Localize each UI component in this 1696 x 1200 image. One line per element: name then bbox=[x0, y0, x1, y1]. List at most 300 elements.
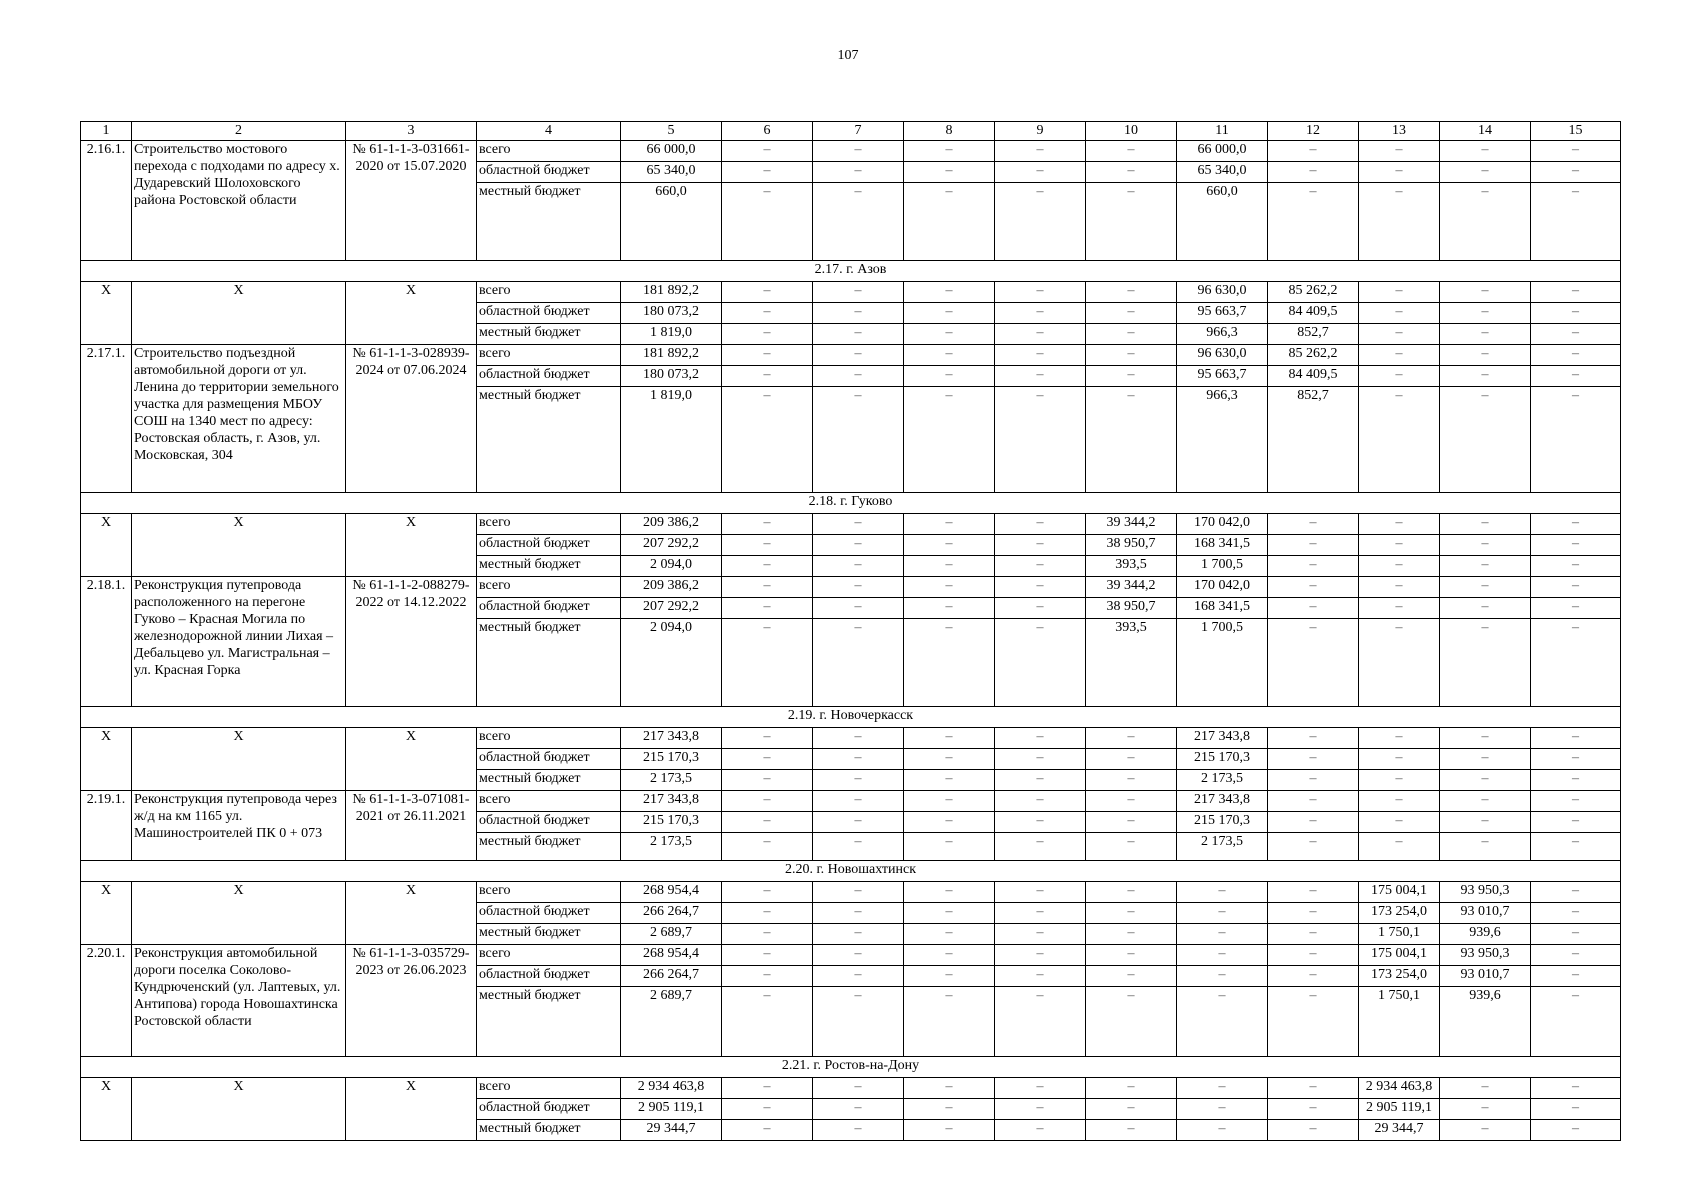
empty-value: – bbox=[1531, 141, 1621, 162]
funding-source: областной бюджет bbox=[477, 535, 621, 556]
object-name: Реконструкция автомобильной дороги поселка Соколово-Кундрюченский (ул. Лаптевых, ул. Антипова) города Новошахтинска Ростовской области bbox=[132, 945, 346, 1057]
empty-value: – bbox=[813, 812, 904, 833]
empty-value: – bbox=[1440, 141, 1531, 162]
row-number: 2.18.1. bbox=[81, 577, 132, 707]
empty-value: – bbox=[1359, 749, 1440, 770]
amount-value: 1 750,1 bbox=[1359, 924, 1440, 945]
empty-value: – bbox=[1440, 812, 1531, 833]
amount-value: 215 170,3 bbox=[621, 812, 722, 833]
empty-value: – bbox=[722, 770, 813, 791]
column-header: 2 bbox=[132, 122, 346, 141]
empty-value: – bbox=[995, 1120, 1086, 1141]
empty-value: – bbox=[904, 1120, 995, 1141]
empty-value: – bbox=[1440, 183, 1531, 261]
empty-value: – bbox=[1268, 987, 1359, 1057]
empty-value: – bbox=[1086, 1099, 1177, 1120]
amount-value: 170 042,0 bbox=[1177, 577, 1268, 598]
empty-value: – bbox=[813, 945, 904, 966]
empty-value: – bbox=[1177, 882, 1268, 903]
document-number: № 61-1-1-3-035729-2023 от 26.06.2023 bbox=[346, 945, 477, 1057]
empty-value: – bbox=[722, 282, 813, 303]
column-header: 4 bbox=[477, 122, 621, 141]
document-number: № 61-1-1-2-088279-2022 от 14.12.2022 bbox=[346, 577, 477, 707]
amount-value: 93 950,3 bbox=[1440, 945, 1531, 966]
empty-value: – bbox=[904, 1099, 995, 1120]
empty-value: – bbox=[1531, 833, 1621, 861]
empty-value: – bbox=[1177, 924, 1268, 945]
column-header: 13 bbox=[1359, 122, 1440, 141]
empty-value: – bbox=[722, 577, 813, 598]
empty-value: – bbox=[1086, 141, 1177, 162]
empty-value: – bbox=[1268, 749, 1359, 770]
empty-value: – bbox=[1531, 728, 1621, 749]
empty-value: – bbox=[1268, 945, 1359, 966]
empty-value: – bbox=[904, 903, 995, 924]
amount-value: 181 892,2 bbox=[621, 345, 722, 366]
empty-value: – bbox=[1440, 162, 1531, 183]
empty-value: – bbox=[1086, 366, 1177, 387]
table-row bbox=[81, 945, 1621, 966]
empty-value: – bbox=[1359, 387, 1440, 493]
empty-value: – bbox=[1531, 514, 1621, 535]
funding-source: всего bbox=[477, 514, 621, 535]
empty-value: – bbox=[904, 366, 995, 387]
empty-value: – bbox=[1440, 1078, 1531, 1099]
empty-value: – bbox=[904, 598, 995, 619]
empty-value: – bbox=[1086, 183, 1177, 261]
table-row bbox=[81, 791, 1621, 812]
empty-value: – bbox=[1531, 619, 1621, 707]
empty-value: – bbox=[1531, 1120, 1621, 1141]
empty-value: – bbox=[904, 535, 995, 556]
empty-value: – bbox=[1359, 324, 1440, 345]
empty-value: – bbox=[1359, 535, 1440, 556]
funding-source: местный бюджет bbox=[477, 556, 621, 577]
funding-source: всего bbox=[477, 728, 621, 749]
empty-value: – bbox=[1531, 282, 1621, 303]
amount-value: 966,3 bbox=[1177, 324, 1268, 345]
amount-value: 2 905 119,1 bbox=[1359, 1099, 1440, 1120]
empty-value: – bbox=[995, 945, 1086, 966]
object-name: Х bbox=[132, 514, 346, 577]
empty-value: – bbox=[722, 535, 813, 556]
empty-value: – bbox=[995, 183, 1086, 261]
amount-value: 268 954,4 bbox=[621, 882, 722, 903]
empty-value: – bbox=[1268, 812, 1359, 833]
empty-value: – bbox=[813, 791, 904, 812]
empty-value: – bbox=[1268, 183, 1359, 261]
empty-value: – bbox=[995, 514, 1086, 535]
amount-value: 1 700,5 bbox=[1177, 619, 1268, 707]
funding-source: местный бюджет bbox=[477, 183, 621, 261]
object-name: Реконструкция путепровода через ж/д на км 1165 ул. Машиностроителей ПК 0 + 073 bbox=[132, 791, 346, 861]
funding-source: местный бюджет bbox=[477, 619, 621, 707]
amount-value: 93 010,7 bbox=[1440, 903, 1531, 924]
document-number: Х bbox=[346, 882, 477, 945]
amount-value: 1 750,1 bbox=[1359, 987, 1440, 1057]
amount-value: 93 010,7 bbox=[1440, 966, 1531, 987]
column-header: 11 bbox=[1177, 122, 1268, 141]
funding-source: всего bbox=[477, 882, 621, 903]
empty-value: – bbox=[1359, 183, 1440, 261]
amount-value: 84 409,5 bbox=[1268, 303, 1359, 324]
amount-value: 173 254,0 bbox=[1359, 966, 1440, 987]
empty-value: – bbox=[722, 728, 813, 749]
amount-value: 209 386,2 bbox=[621, 577, 722, 598]
empty-value: – bbox=[1177, 1078, 1268, 1099]
amount-value: 180 073,2 bbox=[621, 366, 722, 387]
page-number: 107 bbox=[837, 48, 859, 63]
funding-source: областной бюджет bbox=[477, 303, 621, 324]
empty-value: – bbox=[722, 945, 813, 966]
empty-value: – bbox=[813, 514, 904, 535]
empty-value: – bbox=[722, 303, 813, 324]
funding-source: местный бюджет bbox=[477, 387, 621, 493]
empty-value: – bbox=[904, 282, 995, 303]
empty-value: – bbox=[995, 345, 1086, 366]
empty-value: – bbox=[1440, 1120, 1531, 1141]
empty-value: – bbox=[995, 770, 1086, 791]
section-row bbox=[81, 861, 1621, 882]
empty-value: – bbox=[1086, 345, 1177, 366]
empty-value: – bbox=[1268, 577, 1359, 598]
object-name: Х bbox=[132, 282, 346, 345]
empty-value: – bbox=[1086, 1078, 1177, 1099]
column-header: 1 bbox=[81, 122, 132, 141]
empty-value: – bbox=[904, 924, 995, 945]
amount-value: 207 292,2 bbox=[621, 535, 722, 556]
funding-source: областной бюджет bbox=[477, 749, 621, 770]
amount-value: 217 343,8 bbox=[1177, 728, 1268, 749]
empty-value: – bbox=[1531, 366, 1621, 387]
empty-value: – bbox=[995, 366, 1086, 387]
amount-value: 2 173,5 bbox=[1177, 833, 1268, 861]
empty-value: – bbox=[1531, 1099, 1621, 1120]
amount-value: 84 409,5 bbox=[1268, 366, 1359, 387]
empty-value: – bbox=[904, 141, 995, 162]
amount-value: 2 094,0 bbox=[621, 556, 722, 577]
column-header: 6 bbox=[722, 122, 813, 141]
object-name: Реконструкция путепровода расположенного на перегоне Гуково – Красная Могила по железнодорожной линии Лихая – Дебальцево ул. Магистральная – ул. Красная Горка bbox=[132, 577, 346, 707]
empty-value: – bbox=[1440, 728, 1531, 749]
amount-value: 1 819,0 bbox=[621, 387, 722, 493]
empty-value: – bbox=[813, 366, 904, 387]
funding-source: областной бюджет bbox=[477, 966, 621, 987]
amount-value: 175 004,1 bbox=[1359, 945, 1440, 966]
amount-value: 181 892,2 bbox=[621, 282, 722, 303]
section-row bbox=[81, 707, 1621, 728]
table-row bbox=[81, 882, 1621, 903]
empty-value: – bbox=[1359, 791, 1440, 812]
amount-value: 268 954,4 bbox=[621, 945, 722, 966]
column-header: 3 bbox=[346, 122, 477, 141]
amount-value: 215 170,3 bbox=[1177, 812, 1268, 833]
funding-source: всего bbox=[477, 282, 621, 303]
document-number: Х bbox=[346, 1078, 477, 1141]
amount-value: 209 386,2 bbox=[621, 514, 722, 535]
empty-value: – bbox=[1440, 749, 1531, 770]
funding-source: областной бюджет bbox=[477, 162, 621, 183]
empty-value: – bbox=[1440, 303, 1531, 324]
amount-value: 2 173,5 bbox=[621, 770, 722, 791]
table-row bbox=[81, 514, 1621, 535]
empty-value: – bbox=[1440, 366, 1531, 387]
empty-value: – bbox=[1440, 770, 1531, 791]
empty-value: – bbox=[1268, 598, 1359, 619]
amount-value: 29 344,7 bbox=[1359, 1120, 1440, 1141]
empty-value: – bbox=[1086, 770, 1177, 791]
empty-value: – bbox=[813, 282, 904, 303]
empty-value: – bbox=[1268, 791, 1359, 812]
funding-source: местный бюджет bbox=[477, 987, 621, 1057]
empty-value: – bbox=[813, 183, 904, 261]
empty-value: – bbox=[904, 303, 995, 324]
empty-value: – bbox=[904, 324, 995, 345]
empty-value: – bbox=[1531, 882, 1621, 903]
funding-source: всего bbox=[477, 945, 621, 966]
empty-value: – bbox=[995, 812, 1086, 833]
document-number: № 61-1-1-3-031661-2020 от 15.07.2020 bbox=[346, 141, 477, 261]
empty-value: – bbox=[995, 833, 1086, 861]
empty-value: – bbox=[995, 1078, 1086, 1099]
header-row bbox=[81, 122, 1621, 141]
amount-value: 393,5 bbox=[1086, 619, 1177, 707]
empty-value: – bbox=[722, 987, 813, 1057]
amount-value: 38 950,7 bbox=[1086, 535, 1177, 556]
empty-value: – bbox=[1531, 556, 1621, 577]
empty-value: – bbox=[1359, 141, 1440, 162]
amount-value: 2 905 119,1 bbox=[621, 1099, 722, 1120]
empty-value: – bbox=[1268, 514, 1359, 535]
row-number: 2.19.1. bbox=[81, 791, 132, 861]
empty-value: – bbox=[1359, 619, 1440, 707]
funding-source: всего bbox=[477, 141, 621, 162]
empty-value: – bbox=[1086, 945, 1177, 966]
empty-value: – bbox=[722, 1099, 813, 1120]
empty-value: – bbox=[813, 577, 904, 598]
empty-value: – bbox=[813, 141, 904, 162]
empty-value: – bbox=[1531, 924, 1621, 945]
empty-value: – bbox=[1359, 833, 1440, 861]
empty-value: – bbox=[995, 303, 1086, 324]
amount-value: 65 340,0 bbox=[1177, 162, 1268, 183]
empty-value: – bbox=[1086, 833, 1177, 861]
funding-source: местный бюджет bbox=[477, 833, 621, 861]
row-number: 2.17.1. bbox=[81, 345, 132, 493]
amount-value: 168 341,5 bbox=[1177, 535, 1268, 556]
empty-value: – bbox=[1531, 345, 1621, 366]
empty-value: – bbox=[1440, 833, 1531, 861]
empty-value: – bbox=[813, 324, 904, 345]
empty-value: – bbox=[1531, 987, 1621, 1057]
empty-value: – bbox=[995, 556, 1086, 577]
amount-value: 1 819,0 bbox=[621, 324, 722, 345]
empty-value: – bbox=[1268, 556, 1359, 577]
empty-value: – bbox=[722, 1120, 813, 1141]
empty-value: – bbox=[904, 556, 995, 577]
empty-value: – bbox=[813, 1099, 904, 1120]
row-number: 2.20.1. bbox=[81, 945, 132, 1057]
amount-value: 2 094,0 bbox=[621, 619, 722, 707]
empty-value: – bbox=[1086, 987, 1177, 1057]
empty-value: – bbox=[1359, 812, 1440, 833]
empty-value: – bbox=[1086, 728, 1177, 749]
empty-value: – bbox=[995, 598, 1086, 619]
table-row bbox=[81, 728, 1621, 749]
row-number: 2.16.1. bbox=[81, 141, 132, 261]
empty-value: – bbox=[1531, 324, 1621, 345]
empty-value: – bbox=[813, 1120, 904, 1141]
table-row bbox=[81, 141, 1621, 162]
empty-value: – bbox=[1440, 345, 1531, 366]
empty-value: – bbox=[995, 535, 1086, 556]
amount-value: 96 630,0 bbox=[1177, 282, 1268, 303]
empty-value: – bbox=[1531, 966, 1621, 987]
empty-value: – bbox=[1086, 282, 1177, 303]
empty-value: – bbox=[904, 387, 995, 493]
empty-value: – bbox=[904, 966, 995, 987]
empty-value: – bbox=[995, 882, 1086, 903]
amount-value: 207 292,2 bbox=[621, 598, 722, 619]
empty-value: – bbox=[995, 728, 1086, 749]
empty-value: – bbox=[722, 1078, 813, 1099]
empty-value: – bbox=[1359, 282, 1440, 303]
amount-value: 217 343,8 bbox=[621, 791, 722, 812]
empty-value: – bbox=[904, 791, 995, 812]
empty-value: – bbox=[1359, 728, 1440, 749]
document-number: № 61-1-1-3-028939-2024 от 07.06.2024 bbox=[346, 345, 477, 493]
amount-value: 173 254,0 bbox=[1359, 903, 1440, 924]
amount-value: 180 073,2 bbox=[621, 303, 722, 324]
row-number: Х bbox=[81, 514, 132, 577]
empty-value: – bbox=[1359, 366, 1440, 387]
amount-value: 660,0 bbox=[1177, 183, 1268, 261]
empty-value: – bbox=[995, 924, 1086, 945]
empty-value: – bbox=[904, 345, 995, 366]
amount-value: 93 950,3 bbox=[1440, 882, 1531, 903]
empty-value: – bbox=[1086, 882, 1177, 903]
empty-value: – bbox=[995, 1099, 1086, 1120]
amount-value: 2 689,7 bbox=[621, 924, 722, 945]
section-title: 2.20. г. Новошахтинск bbox=[81, 861, 1621, 882]
amount-value: 852,7 bbox=[1268, 324, 1359, 345]
row-number: Х bbox=[81, 282, 132, 345]
empty-value: – bbox=[1177, 903, 1268, 924]
empty-value: – bbox=[722, 141, 813, 162]
section-row bbox=[81, 261, 1621, 282]
column-header: 12 bbox=[1268, 122, 1359, 141]
amount-value: 2 173,5 bbox=[621, 833, 722, 861]
empty-value: – bbox=[1359, 556, 1440, 577]
document-number: № 61-1-1-3-071081-2021 от 26.11.2021 bbox=[346, 791, 477, 861]
empty-value: – bbox=[1440, 535, 1531, 556]
empty-value: – bbox=[1086, 903, 1177, 924]
section-title: 2.21. г. Ростов-на-Дону bbox=[81, 1057, 1621, 1078]
section-title: 2.18. г. Гуково bbox=[81, 493, 1621, 514]
empty-value: – bbox=[1268, 833, 1359, 861]
empty-value: – bbox=[904, 833, 995, 861]
funding-source: областной бюджет bbox=[477, 903, 621, 924]
empty-value: – bbox=[813, 987, 904, 1057]
empty-value: – bbox=[995, 619, 1086, 707]
amount-value: 96 630,0 bbox=[1177, 345, 1268, 366]
empty-value: – bbox=[995, 791, 1086, 812]
empty-value: – bbox=[904, 183, 995, 261]
empty-value: – bbox=[1531, 770, 1621, 791]
document-number: Х bbox=[346, 728, 477, 791]
column-header: 8 bbox=[904, 122, 995, 141]
amount-value: 2 173,5 bbox=[1177, 770, 1268, 791]
object-name: Строительство подъездной автомобильной дороги от ул. Ленина до территории земельного участка для размещения МБОУ СОШ на 1340 мест по адресу: Ростовская область, г. Азов, ул. Московская, 304 bbox=[132, 345, 346, 493]
empty-value: – bbox=[1177, 1120, 1268, 1141]
empty-value: – bbox=[1086, 387, 1177, 493]
funding-source: областной бюджет bbox=[477, 1099, 621, 1120]
empty-value: – bbox=[904, 514, 995, 535]
empty-value: – bbox=[1440, 1099, 1531, 1120]
column-header: 7 bbox=[813, 122, 904, 141]
amount-value: 852,7 bbox=[1268, 387, 1359, 493]
empty-value: – bbox=[813, 345, 904, 366]
empty-value: – bbox=[722, 903, 813, 924]
empty-value: – bbox=[1531, 535, 1621, 556]
empty-value: – bbox=[1531, 577, 1621, 598]
table-row bbox=[81, 577, 1621, 598]
empty-value: – bbox=[1177, 945, 1268, 966]
amount-value: 660,0 bbox=[621, 183, 722, 261]
empty-value: – bbox=[1359, 303, 1440, 324]
amount-value: 66 000,0 bbox=[621, 141, 722, 162]
empty-value: – bbox=[722, 749, 813, 770]
amount-value: 29 344,7 bbox=[621, 1120, 722, 1141]
amount-value: 175 004,1 bbox=[1359, 882, 1440, 903]
empty-value: – bbox=[904, 1078, 995, 1099]
document-number: Х bbox=[346, 514, 477, 577]
empty-value: – bbox=[813, 556, 904, 577]
column-header: 5 bbox=[621, 122, 722, 141]
empty-value: – bbox=[1440, 791, 1531, 812]
funding-source: всего bbox=[477, 345, 621, 366]
empty-value: – bbox=[995, 903, 1086, 924]
empty-value: – bbox=[1268, 619, 1359, 707]
empty-value: – bbox=[904, 812, 995, 833]
empty-value: – bbox=[1177, 966, 1268, 987]
empty-value: – bbox=[1359, 345, 1440, 366]
row-number: Х bbox=[81, 728, 132, 791]
empty-value: – bbox=[904, 882, 995, 903]
empty-value: – bbox=[1531, 791, 1621, 812]
empty-value: – bbox=[813, 966, 904, 987]
amount-value: 1 700,5 bbox=[1177, 556, 1268, 577]
empty-value: – bbox=[1086, 966, 1177, 987]
funding-source: местный бюджет bbox=[477, 324, 621, 345]
empty-value: – bbox=[1268, 728, 1359, 749]
amount-value: 966,3 bbox=[1177, 387, 1268, 493]
empty-value: – bbox=[1086, 791, 1177, 812]
empty-value: – bbox=[1531, 1078, 1621, 1099]
object-name: Х bbox=[132, 882, 346, 945]
empty-value: – bbox=[1440, 387, 1531, 493]
empty-value: – bbox=[1440, 514, 1531, 535]
empty-value: – bbox=[995, 324, 1086, 345]
empty-value: – bbox=[1531, 903, 1621, 924]
empty-value: – bbox=[1440, 556, 1531, 577]
empty-value: – bbox=[1268, 770, 1359, 791]
empty-value: – bbox=[722, 791, 813, 812]
empty-value: – bbox=[1359, 162, 1440, 183]
amount-value: 2 934 463,8 bbox=[621, 1078, 722, 1099]
amount-value: 170 042,0 bbox=[1177, 514, 1268, 535]
funding-source: областной бюджет bbox=[477, 366, 621, 387]
